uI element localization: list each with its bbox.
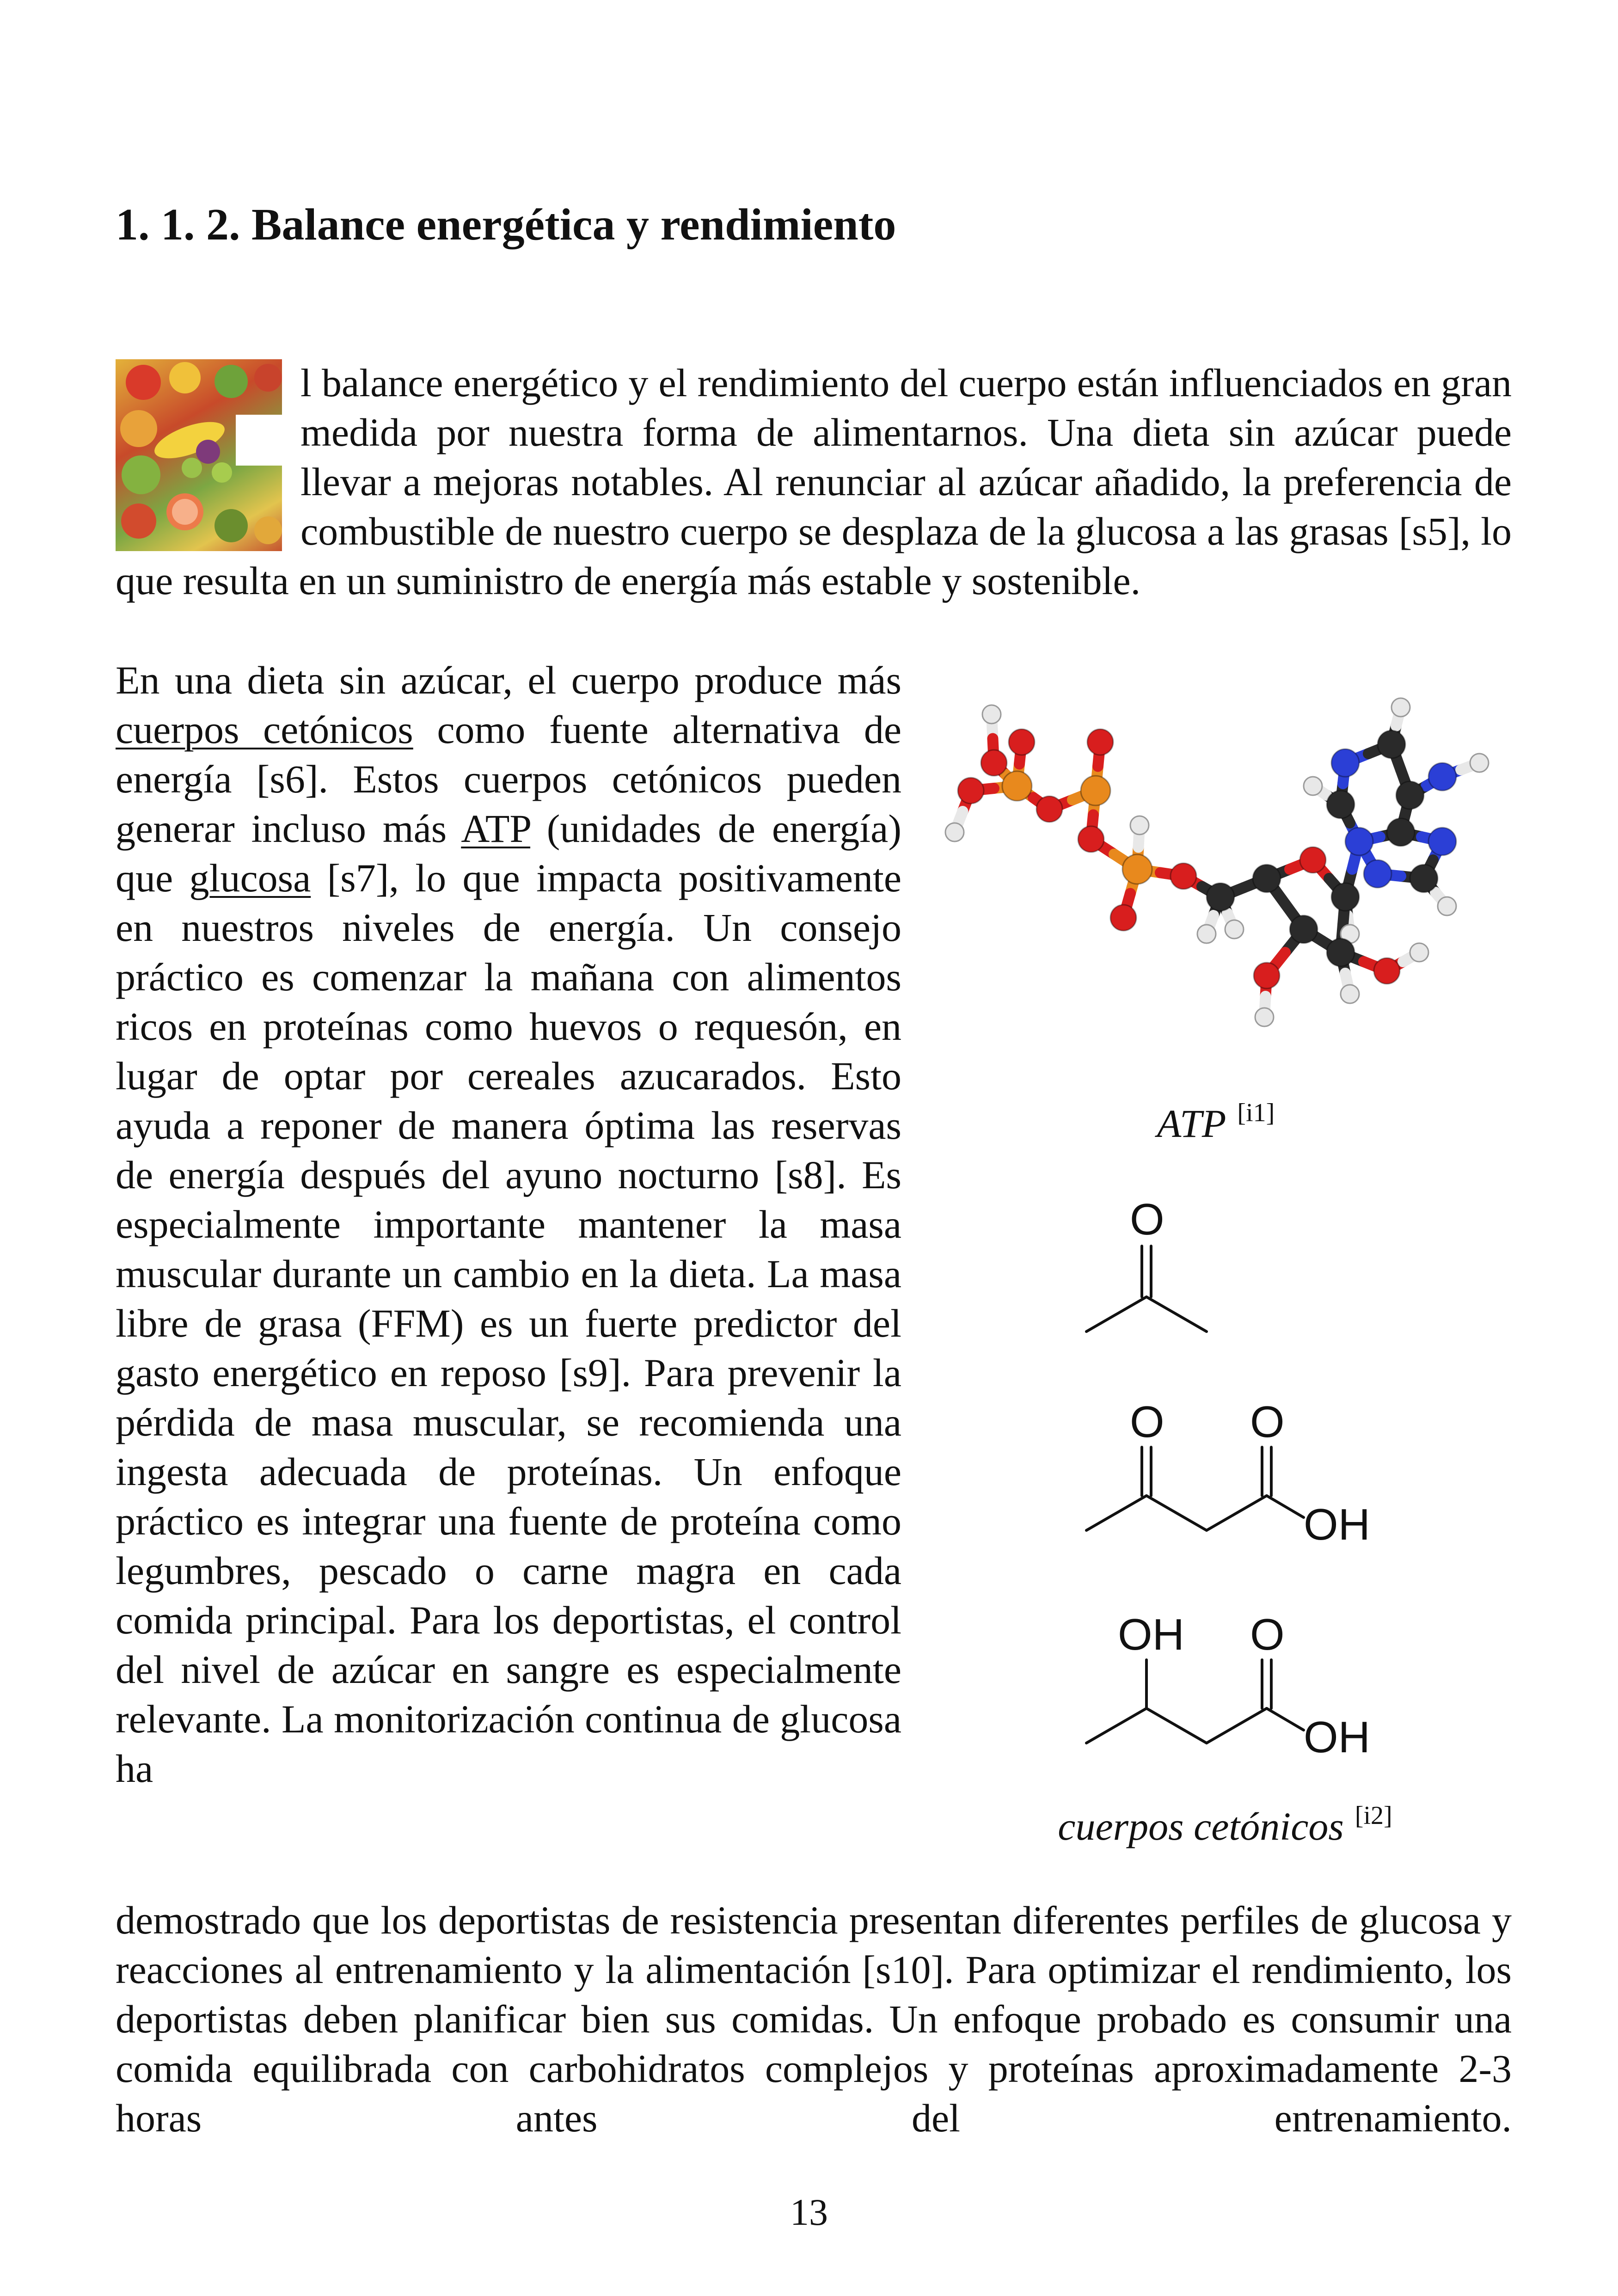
atp-atom-6 [1036, 796, 1062, 822]
atp-atom-8 [1087, 729, 1113, 755]
atp-atom-17 [1253, 865, 1281, 892]
atp-atom-27 [1341, 985, 1359, 1003]
atp-atoms [945, 698, 1489, 1026]
atp-atom-24 [1327, 939, 1354, 966]
acetoacetic-acid-structure [1073, 1396, 1424, 1563]
acetone-oxygen-label: O [1130, 1195, 1164, 1244]
bottom-paragraph: demostrado que los deportistas de resistencia presentan diferentes perfiles de glucosa y reacciones al entrenamiento y la alimentación [s10]. Para optimizar el rendimiento, los deportistas deben planificar bien sus comidas. Un enfoque probado es consumir una comida equilibrada con carbohidratos complejos y proteínas aproximadamente 2-3 horas antes del entrenamiento. [116, 1898, 1512, 2140]
atp-atom-12 [1171, 863, 1196, 889]
atp-atom-16 [1225, 920, 1244, 939]
atp-atom-10 [1122, 854, 1152, 884]
fruit-letter-e-image [116, 359, 282, 551]
atp-atom-26 [1410, 943, 1428, 962]
atp-atom-35 [1428, 763, 1456, 791]
left-text-part-4: [s7], lo que impacta positivamente en nuestros niveles de energía. Un consejo práctico es comenzar la mañana con alimentos ricos en proteínas como huevos o requesón, en lugar de optar por cereales azucarados. Esto ayuda a reponer de manera óptima las reservas de energía después del ayuno nocturno [s8]. Es especialmente importante mantener la masa muscular durante un cambio en la dieta. La masa libre de grasa (FFM) es un fuerte predictor del gasto energético en reposo [s9]. Para prevenir la pérdida de masa muscular, se recomienda una ingesta adecuada de proteínas. Un enfoque práctico es integrar una fuente de proteína como legumbres, pescado o carne magra en cada comida principal. Para los deportistas, el control del nivel de azúcar en sangre es especialmente relevante. La monitorización continua de glucosa ha [116, 856, 902, 1791]
atp-caption-text: ATP [1157, 1101, 1226, 1146]
atp-atom-40 [1438, 897, 1456, 915]
atp-atom-2 [1002, 771, 1032, 801]
atp-atom-22 [1254, 963, 1280, 988]
page-number: 13 [790, 2191, 828, 2233]
atp-atom-4 [945, 823, 964, 841]
acetoacetic-oxygen-1-label: O [1130, 1397, 1164, 1447]
atp-atom-38 [1428, 828, 1456, 855]
atp-atom-13 [1110, 905, 1136, 931]
left-text-part-3: (unidades de energía) que [116, 806, 901, 900]
atp-atom-0 [982, 705, 1001, 724]
hydroxybutyric-acid-structure [1073, 1609, 1424, 1775]
drop-cap-fruit-letter [116, 359, 282, 551]
left-text-part-2: como fuente alternativa de energía [s6]. Estos cuerpos cetónicos pueden generar incluso más [116, 707, 901, 851]
link-ketone-bodies[interactable]: cuerpos cetónicos [116, 707, 413, 752]
atp-atom-31 [1331, 749, 1359, 777]
atp-atom-18 [1300, 847, 1326, 873]
atp-atom-36 [1470, 754, 1489, 772]
atp-atom-34 [1396, 781, 1424, 809]
left-column-paragraph [116, 656, 901, 1793]
atp-atom-5 [1009, 729, 1035, 755]
atp-atom-15 [1197, 925, 1216, 943]
atp-molecule-model [943, 694, 1521, 1073]
atp-image-ref: [i1] [1237, 1099, 1275, 1127]
hydroxybutyric-oxygen-label: O [1250, 1610, 1285, 1659]
atp-atom-28 [1345, 828, 1373, 855]
section-heading: 1. 1. 2. Balance energética y rendimiento [116, 200, 896, 250]
atp-atom-37 [1387, 818, 1415, 846]
acetoacetic-oxygen-2-label: O [1250, 1397, 1285, 1447]
ketone-figure-caption [994, 1801, 1456, 1849]
acetone-structure [1073, 1193, 1396, 1345]
atp-atom-29 [1327, 791, 1354, 818]
atp-atom-9 [1078, 826, 1104, 852]
atp-atom-32 [1378, 731, 1405, 758]
intro-text: l balance energético y el rendimiento del cuerpo están influenciados en gran medida por nuestra forma de alimentarnos. Una dieta sin azúcar puede llevar a mejoras notables. Al renunciar al azúcar añadido, la preferencia de combustible de nuestro cuerpo se desplaza de la glucosa a las grasas [s5], lo que resulta en un suministro de energía más estable y sostenible. [116, 361, 1512, 603]
ketone-image-ref: [i2] [1354, 1801, 1392, 1830]
atp-atom-3 [958, 778, 984, 804]
atp-atom-23 [1255, 1008, 1274, 1026]
link-atp[interactable]: ATP [461, 806, 531, 851]
atp-figure-caption [1100, 1098, 1331, 1147]
atp-atom-25 [1374, 958, 1400, 984]
atp-atom-11 [1130, 816, 1149, 835]
atp-atom-39 [1410, 865, 1438, 892]
atp-atom-21 [1290, 915, 1318, 943]
atp-atom-19 [1331, 883, 1359, 911]
intro-paragraph [116, 358, 1512, 606]
atp-atom-7 [1081, 776, 1110, 805]
hydroxybutyric-hydroxyl-2-label: OH [1304, 1713, 1370, 1762]
atp-atom-41 [1364, 860, 1391, 888]
link-glucose[interactable]: glucosa [189, 856, 311, 900]
acetoacetic-hydroxyl-label: OH [1304, 1500, 1370, 1549]
atp-atom-1 [981, 750, 1007, 776]
atp-atom-33 [1391, 698, 1410, 717]
ketone-caption-text: cuerpos cetónicos [1058, 1804, 1344, 1848]
atp-atom-30 [1304, 777, 1322, 795]
atp-atom-14 [1207, 883, 1234, 911]
left-text-part-1: En una dieta sin azúcar, el cuerpo produce más [116, 658, 901, 702]
hydroxybutyric-hydroxyl-1-label: OH [1118, 1610, 1184, 1659]
